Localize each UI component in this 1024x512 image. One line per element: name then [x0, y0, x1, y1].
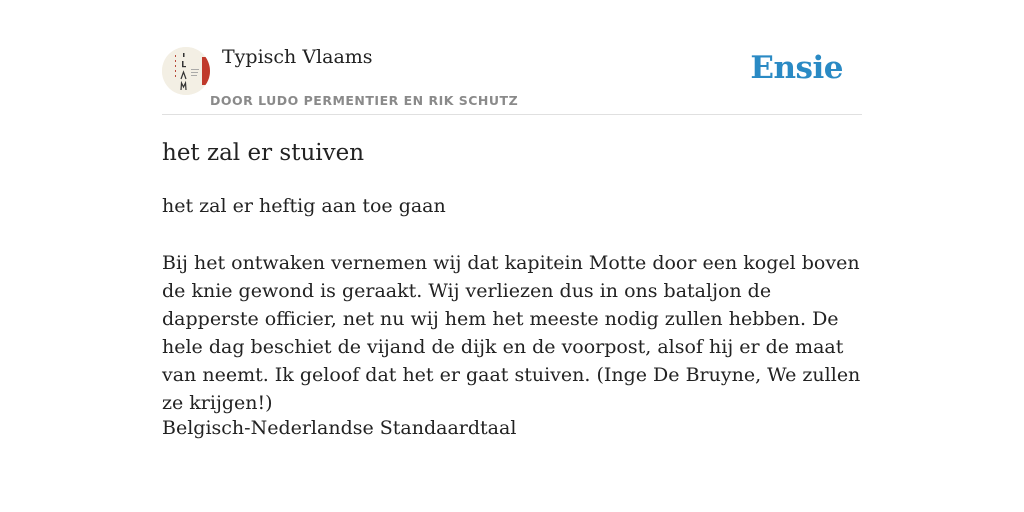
- entry-title: het zal er stuiven: [162, 140, 365, 166]
- ensie-logo-link[interactable]: Ensie: [750, 50, 843, 86]
- entry-header: [162, 40, 862, 115]
- entry-category: Belgisch-Nederlandse Standaardtaal: [162, 417, 517, 439]
- book-cover-logo-icon[interactable]: [162, 47, 210, 95]
- entry-example: Bij het ontwaken vernemen wij dat kapitein Motte door een kogel boven de knie gewond is geraakt. Wij verliezen dus in ons bataljon de dapperste officier, net nu wij hem het meeste nodig zullen hebben. De hele dag beschiet de vijand de dijk en de voorpost, alsof hij er de maat van neemt. Ik geloof dat het er gaat stuiven. (Inge De Bruyne, We zullen ze krijgen!): [162, 252, 861, 414]
- book-title[interactable]: Typisch Vlaams: [222, 46, 373, 68]
- entry-card: [162, 40, 862, 439]
- entry-definition: het zal er heftig aan toe gaan: [162, 195, 446, 217]
- book-authors: DOOR LUDO PERMENTIER EN RIK SCHUTZ: [210, 93, 519, 108]
